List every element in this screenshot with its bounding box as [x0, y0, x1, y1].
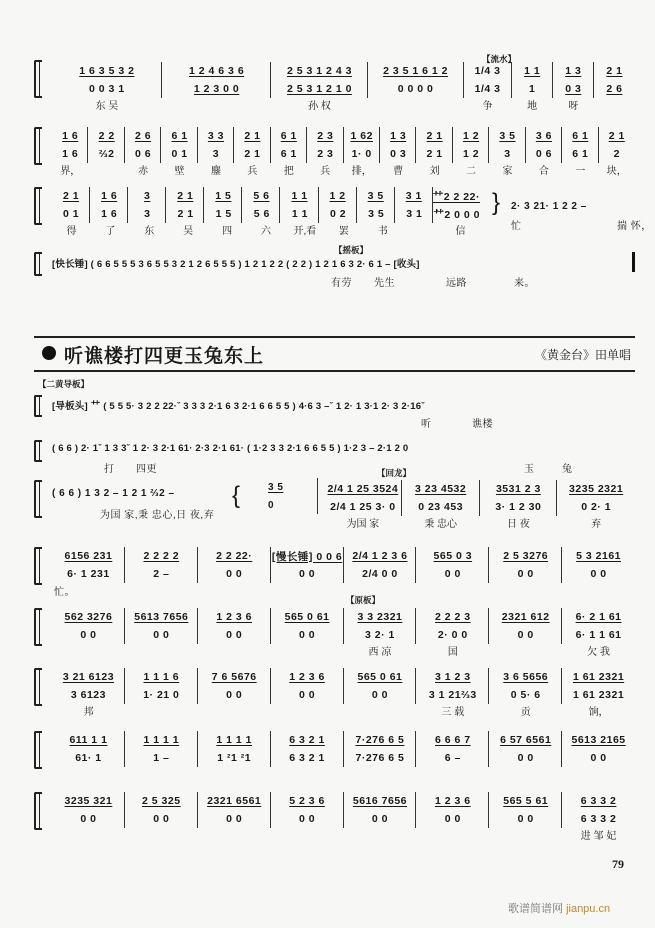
measure: 家	[502, 166, 513, 177]
measure: 鏖	[210, 166, 221, 177]
measure: 2 1	[62, 190, 80, 202]
measure: 0 2	[330, 208, 347, 220]
measure: 1 1	[280, 189, 318, 203]
score-system-4: 【摇板】 [快长锤] ( 6 6 5 5 5 3 6 5 5 3 2 1 2 6 5 5 5 ) 1 2 1 2 2 ( 2 2 ) 1 2 1 6 3 2· 6 1 – [收头] 有劳 先生 远路 来。	[34, 252, 635, 292]
measure: 把	[283, 166, 294, 177]
score-system-1	[34, 54, 635, 112]
measure: 1 62	[344, 129, 380, 143]
measure: 1 3	[380, 129, 416, 143]
measure: 2 2 2 2	[125, 549, 198, 563]
measure: 562 3276	[64, 611, 113, 623]
measure: 6156 231	[64, 550, 113, 562]
measure	[198, 704, 271, 717]
measure: 1 2 3 6	[416, 794, 489, 808]
measure: 1 2	[453, 129, 489, 143]
measure: 3 1	[406, 208, 423, 220]
lower-staff	[324, 500, 635, 514]
measure: 二	[466, 166, 477, 177]
measure: 6· 1 231	[67, 568, 110, 580]
measure: 0 0	[226, 689, 243, 701]
measure: 2 1	[416, 129, 452, 143]
measure: 了	[105, 226, 116, 237]
lower-staff	[52, 688, 635, 702]
measure: 0 6	[535, 148, 552, 160]
measure: 刘	[429, 166, 440, 177]
measure: 0 0	[299, 813, 316, 825]
measure: 1 2 4 6 3 6	[162, 64, 272, 78]
measure: 贡	[520, 707, 531, 718]
tempo-tag-erhuang-daoban: 【二黄导板】	[38, 379, 90, 389]
measure: 611 1 1	[69, 734, 108, 746]
measure: 0 0	[80, 813, 97, 825]
measure: 1 6	[62, 148, 79, 160]
measure	[198, 644, 271, 657]
score-system-3	[34, 187, 652, 237]
measure	[416, 828, 489, 841]
lower-staff	[52, 567, 635, 581]
measure: 1 ²1 ²1	[217, 752, 252, 764]
upper-staff	[52, 610, 635, 624]
tail-notes: 2· 3 21· 1 2 2 –	[511, 201, 587, 212]
lower-staff	[52, 812, 635, 826]
measure: 0 23 453	[418, 501, 464, 513]
measure: 2 1	[426, 148, 443, 160]
system-brace	[34, 395, 42, 417]
measure: 6· 2 1 61	[562, 610, 635, 624]
measure: 2321 612	[489, 610, 562, 624]
measure: 兵	[247, 166, 258, 177]
measure: 1 1 1 1	[198, 733, 271, 747]
page-number: 79	[612, 857, 624, 871]
measure: 6 1	[572, 148, 589, 160]
measure: 5 6	[242, 189, 280, 203]
measure: 排，	[351, 166, 372, 177]
measure: 1 2 3 6	[271, 670, 344, 684]
measure: 0 0	[371, 813, 388, 825]
measure: 5 6	[253, 208, 270, 220]
measure: 2 1	[244, 148, 261, 160]
measure	[271, 644, 344, 657]
measure: 0 0	[590, 752, 607, 764]
measure: 块，	[606, 166, 627, 177]
measure: 1 1 1 1	[125, 733, 198, 747]
measure	[402, 223, 441, 236]
measure: 3	[504, 148, 511, 160]
watermark-url: jianpu.cn	[566, 903, 611, 915]
measure: 0 0	[444, 813, 461, 825]
measure: 0 2· 1	[581, 501, 612, 513]
measure: 2321 6561	[198, 794, 271, 808]
system-brace	[34, 480, 42, 518]
measure	[344, 828, 417, 841]
measure: 3 1	[395, 189, 433, 203]
measure: 2/4 1 2 3 6	[344, 549, 417, 563]
score-system-s2-3: ( 6 6 ) 1 3 2 – 1 2 1 ⅔2 – 为国 家,秉 忠心,日 夜,弃 { 3 5 0 【回龙】 2/4 1 25 3524 3 23 4532 3531 2 3 3235 2321 2/4 1 25 3· 0 0 23 453 3· 1 2 30 0 2· 1 为国 家 秉 忠心 日 夜 弃	[34, 480, 635, 530]
measure: 1 6	[90, 189, 128, 203]
measure: 界，	[60, 166, 81, 177]
measure: 信	[455, 226, 466, 237]
measure: 6 1	[562, 129, 598, 143]
system-brace	[34, 127, 42, 165]
measure: 61· 1	[75, 752, 102, 764]
lyrics-line	[52, 163, 635, 176]
system-brace	[34, 668, 42, 706]
measure: 1· 21 0	[143, 689, 180, 701]
bullet-icon	[42, 346, 56, 360]
brace-curly: {	[232, 482, 241, 509]
measure: 2 5 325	[125, 794, 198, 808]
measure: 0 0	[226, 813, 243, 825]
measure: 1 –	[153, 752, 170, 764]
notes-line: [快长锤] ( 6 6 5 5 5 3 6 5 5 3 2 1 2 6 5 5 5 ) 1 2 1 2 2 ( 2 2 ) 1 2 1 6 3 2· 6 1 – [收头]	[52, 259, 420, 270]
measure	[271, 704, 344, 717]
measure: 3	[212, 148, 220, 160]
measure: 1 6 3 5 3 2	[79, 65, 135, 77]
measure	[125, 644, 198, 657]
system-brace	[34, 547, 42, 585]
measure: 书	[377, 226, 388, 237]
lyrics-line	[52, 704, 635, 717]
measure: 2 2 22·	[198, 549, 271, 563]
measure: 日 夜	[506, 519, 530, 530]
measure: 5616 7656	[344, 794, 417, 808]
measure: 0 6	[135, 148, 152, 160]
measure: 东	[144, 226, 155, 237]
measure: 2 1	[599, 129, 635, 143]
measure: 7 6 5676	[198, 670, 271, 684]
tail-lyric-2: 揣 怀，	[617, 221, 652, 232]
upper-staff	[324, 482, 635, 496]
measure: 3 6	[526, 129, 562, 143]
measure: 1 5	[215, 208, 232, 220]
measure: 得	[66, 226, 77, 237]
measure: 国	[447, 647, 458, 658]
measure: 3 2· 1	[365, 629, 395, 641]
score-line-1: [导板头] ⺿ ( 5 5 5· 3 2 2 22·ˇ 3 3 3 2·1 6 3 2·1 6 6 5 5 ) 4·6 3 –ˇ 1 2· 1 3·1 2· 3 2·16ˇ 听 谯楼	[34, 395, 635, 431]
measure: 秉 忠心	[424, 519, 458, 530]
measure: 一	[575, 166, 586, 177]
upper-staff	[52, 733, 635, 747]
tempo-tag-liushui: 【流水】	[482, 54, 517, 64]
measure: 2 –	[153, 568, 170, 580]
measure: 0 0	[80, 629, 97, 641]
measure: 2 2	[88, 129, 124, 143]
measure: 6 1	[280, 148, 297, 160]
measure: ⺿2 0 0 0	[433, 208, 481, 221]
measure: 3	[144, 208, 151, 220]
measure	[52, 828, 125, 841]
system-brace	[34, 731, 42, 769]
measure: 3 6123	[70, 689, 106, 701]
measure: ⅔2	[98, 148, 115, 160]
measure: 2 6	[125, 129, 161, 143]
measure: 0 0	[371, 689, 388, 701]
score-system-2	[34, 127, 635, 177]
upper-staff	[52, 794, 635, 808]
measure: 2· 0 0	[437, 629, 468, 641]
measure: 1 3	[553, 64, 594, 78]
measure: 3 3	[198, 129, 234, 143]
upper-staff	[52, 129, 635, 143]
measure	[198, 828, 271, 841]
measure: 1 1 1 6	[125, 670, 198, 684]
measure: 3 1 21⅔3	[428, 689, 477, 701]
measure: 2 2 2 3	[416, 610, 489, 624]
brace-curly: }	[492, 189, 501, 216]
measure: 曹	[393, 166, 404, 177]
measure: 0 1	[171, 148, 188, 160]
measure: 565 0 61	[271, 610, 344, 624]
measure: 6· 1 1 61	[575, 629, 622, 641]
tempo-tag-yaoban: 【摇板】	[334, 245, 369, 255]
watermark	[508, 900, 610, 916]
measure: 吴	[183, 226, 194, 237]
measure: 合	[538, 166, 549, 177]
measure	[125, 828, 198, 841]
upper-staff	[52, 670, 635, 684]
measure: 5 3 2161	[562, 549, 635, 563]
measure: 6 3 2 1	[271, 733, 344, 747]
measure: 1 6	[62, 130, 79, 142]
measure: 2 3 5 1 6 1 2	[368, 64, 464, 78]
upper-staff	[52, 549, 635, 563]
measure: 0 5· 6	[510, 689, 541, 701]
measure: 壁	[174, 166, 185, 177]
score-system-s2-8	[34, 792, 635, 842]
measure: 罢	[338, 226, 349, 237]
watermark-cn: 歌谱简谱网	[508, 903, 563, 915]
tempo-tag-yuanban: 【原板】	[346, 595, 381, 605]
measure: 0 0	[226, 629, 243, 641]
measure: 0 0	[517, 813, 534, 825]
measure: 兵	[320, 166, 331, 177]
measure: 1 2	[462, 148, 480, 160]
measure: 6 3 3 2	[562, 794, 635, 808]
system-brace	[34, 608, 42, 646]
measure: 3531 2 3	[480, 482, 558, 496]
measure: 6 3 2 1	[289, 752, 325, 764]
measure: 0 0	[517, 752, 534, 764]
measure: 5613 2165	[562, 733, 635, 747]
measure: 三 载	[441, 707, 465, 718]
measure: 欠 我	[587, 647, 610, 658]
measure: 565 0 61	[344, 670, 417, 684]
lower-staff	[52, 207, 480, 221]
measure: 0 1	[63, 208, 80, 220]
measure: 0 0	[590, 568, 607, 580]
upper-staff	[52, 189, 480, 203]
measure: 6 –	[444, 752, 461, 764]
measure: 3235 2321	[557, 482, 635, 496]
measure	[52, 644, 125, 657]
measure: 3 23 4532	[402, 482, 480, 496]
measure: 7·276 6 5	[344, 733, 417, 747]
measure: 1 61 2321	[562, 670, 635, 684]
measure: 1 1	[291, 208, 308, 220]
measure: 2/4 0 0	[362, 568, 398, 580]
measure: 2 3	[307, 129, 343, 143]
lyrics-line	[324, 516, 635, 529]
lower-staff	[52, 147, 635, 161]
lyrics-line: 东 吴 孙 权 争 地 呀	[95, 101, 579, 112]
measure: 0 0	[444, 568, 461, 580]
measure: 进 邹 妃	[580, 831, 617, 842]
measure	[125, 704, 198, 717]
measure: 2 1	[166, 189, 204, 203]
measure: 3 1 2 3	[416, 670, 489, 684]
measure	[88, 163, 124, 176]
score-system-s2-5	[34, 608, 635, 658]
measure: 3· 1 2 30	[495, 501, 542, 513]
measure: 0 0	[517, 568, 534, 580]
measure: 2/4 1 25 3524	[327, 483, 399, 495]
measure: [慢长锤] 0 0 6	[271, 550, 343, 563]
measure: 6 3 3 2	[580, 813, 617, 825]
upper-staff	[52, 64, 635, 78]
measure: 六	[260, 226, 271, 237]
measure: 1 2 3 6	[198, 610, 271, 624]
measure: 2 3	[317, 148, 334, 160]
measure: 6 6 6 7	[416, 733, 489, 747]
measure: 1· 0	[351, 148, 372, 160]
measure: 0 0	[226, 568, 243, 580]
score-line-2: ( 6 6 ) 2· 1ˇ 1 3 3ˇ 1 2· 3 2·1 61· 2·3 2·1 61· ( 1·2 3 3 2·1 6 6 5 5 ) 1·2 3 – 2·1 2 0 打 四更 玉 兔	[34, 440, 635, 476]
measure: 6 1	[161, 129, 197, 143]
measure: 0 0	[517, 629, 534, 641]
system-brace	[34, 252, 42, 276]
measure: 0 0	[153, 629, 170, 641]
song-title: 听谯楼打四更玉兔东上	[64, 345, 265, 367]
lower-staff: 0 0 3 1 1 2 3 0 0 2 5 3 1 2 1 0 0 0 0 0 1/4 3 1 0 3 2 6	[89, 83, 623, 95]
measure: 2/4 1 25 3· 0	[330, 501, 396, 513]
measure: 2 5 3276	[489, 549, 562, 563]
measure	[271, 828, 344, 841]
lower-staff	[52, 628, 635, 642]
measure: 西 凉	[368, 647, 392, 658]
measure: 1/4 3	[464, 64, 512, 78]
measure: 6 57 6561	[489, 733, 562, 747]
system-brace	[34, 440, 42, 462]
measure: 2 1	[594, 64, 635, 78]
measure: 3 3 2321	[344, 610, 417, 624]
measure: ⺿2 2 22·	[432, 190, 480, 203]
measure: 1 6	[101, 208, 118, 220]
end-barline	[632, 252, 635, 272]
measure: 1 2	[319, 189, 357, 203]
measure: 饷，	[588, 707, 609, 718]
measure: 3235 321	[64, 795, 113, 807]
measure: 2	[613, 148, 620, 160]
measure: 0 0	[153, 813, 170, 825]
measure: 565 5 61	[489, 794, 562, 808]
measure: 赤	[138, 166, 149, 177]
system-brace	[34, 792, 42, 830]
measure: 2 1	[234, 129, 270, 143]
song-title-bar	[34, 336, 635, 372]
measure: 为国 家	[346, 519, 380, 530]
lyrics-line	[52, 223, 480, 236]
measure: 2 5 3 1 2 4 3	[271, 64, 367, 78]
lyrics-line	[52, 828, 635, 841]
measure: 7·276 6 5	[355, 752, 405, 764]
measure: 565 0 3	[416, 549, 489, 563]
tail-lyric-1: 忙	[511, 221, 522, 232]
measure: 弃	[591, 519, 602, 530]
measure	[489, 828, 562, 841]
system-brace	[34, 187, 42, 225]
score-system-s2-4: 6156 231 2 2 2 2 2 2 22· [慢长锤] 0 0 6 2/4 1 2 3 6 565 0 3 2 5 3276 5 3 2161 6· 1 231 2 – 0 0 0 0 2/4 0 0 0 0 0 0 0 0 忙。	[34, 547, 635, 597]
measure: 5 2 3 6	[271, 794, 344, 808]
measure: 6 1	[271, 129, 307, 143]
measure: 3 5	[489, 129, 525, 143]
measure: 0 0	[299, 568, 316, 580]
measure: 1 5	[204, 189, 242, 203]
measure: 3 5	[357, 189, 395, 203]
measure	[344, 704, 417, 717]
measure: 开,看	[293, 226, 317, 237]
measure: 1 61 2321	[572, 689, 625, 701]
measure: 3	[128, 189, 166, 203]
measure: 邦	[83, 707, 94, 718]
measure	[489, 644, 562, 657]
lyrics-line	[52, 644, 635, 657]
measure: 1 1	[512, 64, 553, 78]
measure: 3 21 6123	[62, 671, 115, 683]
lower-staff	[52, 751, 635, 765]
measure: 0 0	[299, 629, 316, 641]
song-source: 《黄金台》田单唱	[534, 348, 631, 362]
score-system-s2-7	[34, 731, 635, 771]
score-system-s2-6	[34, 668, 635, 718]
measure: 四	[222, 226, 233, 237]
measure: 5613 7656	[125, 610, 198, 624]
measure: 2 1	[177, 208, 194, 220]
measure: 0 0	[299, 689, 316, 701]
measure: 0 3	[390, 148, 407, 160]
measure: 3 5	[368, 208, 385, 220]
system-brace	[34, 60, 42, 98]
measure: 3 6 5656	[489, 670, 562, 684]
